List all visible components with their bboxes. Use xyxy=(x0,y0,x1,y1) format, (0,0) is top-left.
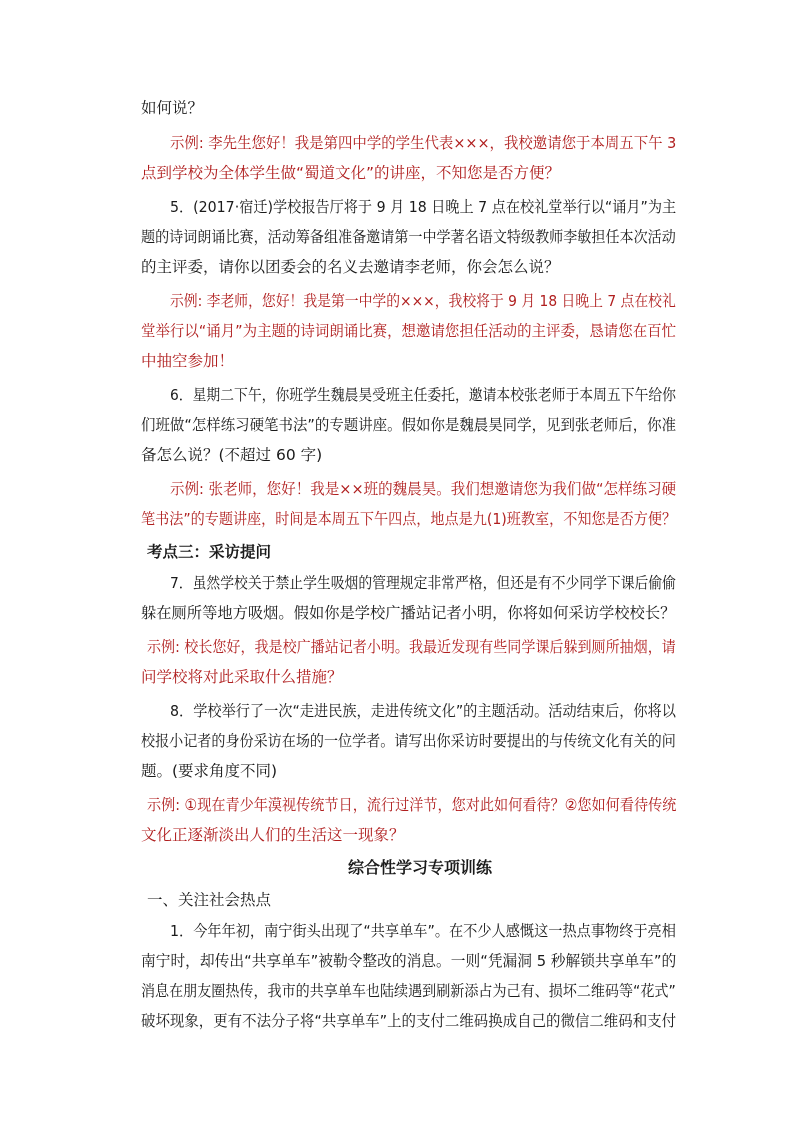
question-line: 消息在朋友圈热传，我市的共享单车也陆续遇到刷新添占为己有、损坏二维码等“花式” xyxy=(141,982,676,1000)
example-answer-line: 示例: 李先生您好！我是第四中学的学生代表×××，我校邀请您于本周五下午 3 xyxy=(170,134,677,152)
question-line: 南宁时，却传出“共享单车”被勒令整改的消息。一则“凭漏洞 5 秒解锁共享单车”的 xyxy=(141,952,677,970)
question-line: 7．虽然学校关于禁止学生吸烟的管理规定非常严格，但还是有不少同学下课后偷偷 xyxy=(170,574,676,592)
question-line: 题的诗词朗诵比赛，活动筹备组准备邀请第一中学著名语文特级教师李敏担任本次活动 xyxy=(141,228,676,246)
question-line: 备怎么说？(不超过 60 字) xyxy=(141,446,323,464)
page-title: 综合性学习专项训练 xyxy=(348,858,493,877)
example-answer-line: 点到学校为全体学生做“蜀道文化”的讲座，不知您是否方便？ xyxy=(141,164,561,182)
question-line: 躲在厕所等地方吸烟。假如你是学校广播站记者小明，你将如何采访学校校长？ xyxy=(141,604,676,622)
section-heading: 考点三：采访提问 xyxy=(147,543,272,561)
example-answer-line: 堂举行以“诵月”为主题的诗词朗诵比赛，想邀请您担任活动的主评委，恳请您在百忙 xyxy=(141,322,677,340)
example-answer-line: 示例: ①现在青少年漠视传统节日，流行过洋节，您对此如何看待？②您如何看待传统 xyxy=(147,796,677,814)
example-answer-line: 文化正逐渐淡出人们的生活这一现象？ xyxy=(141,826,405,844)
question-line: 5．(2017·宿迁)学校报告厅将于 9 月 18 日晚上 7 点在校礼堂举行以“诵月”为主 xyxy=(170,198,677,216)
example-answer-line: 示例: 李老师，您好！我是第一中学的×××，我校将于 9 月 18 日晚上 7 点在校礼 xyxy=(170,292,676,310)
question-line: 破坏现象，更有不法分子将“共享单车”上的支付二维码换成自己的微信二维码和支付 xyxy=(141,1012,677,1030)
example-answer-line: 示例: 张老师，您好！我是××班的魏晨昊。我们想邀请您为我们做“怎样练习硬 xyxy=(170,480,677,498)
question-line: 们班做“怎样练习硬笔书法”的专题讲座。假如你是魏晨昊同学，见到张老师后，你准 xyxy=(141,416,677,434)
section-heading: 一、关注社会热点 xyxy=(147,891,272,909)
question-line: 题。(要求角度不同) xyxy=(141,762,278,780)
example-answer-line: 示例: 校长您好，我是校广播站记者小明。我最近发现有些同学课后躲到厕所抽烟，请 xyxy=(147,638,676,656)
question-line: 1．今年年初，南宁街头出现了“共享单车”。在不少人感慨这一热点事物终于亮相 xyxy=(170,922,676,940)
question-line: 8．学校举行了一次“走进民族，走进传统文化”的主题活动。活动结束后，你将以 xyxy=(170,702,676,720)
text-line: 如何说？ xyxy=(141,99,204,117)
question-line: 6．星期二下午，你班学生魏晨昊受班主任委托，邀请本校张老师于本周五下午给你 xyxy=(170,386,676,404)
question-line: 的主评委，请你以团委会的名义去邀请李老师，你会怎么说？ xyxy=(141,258,560,276)
example-answer-line: 问学校将对此采取什么措施？ xyxy=(141,668,343,686)
example-answer-line: 笔书法”的专题讲座，时间是本周五下午四点，地点是九(1)班教室，不知您是否方便？ xyxy=(141,510,677,528)
question-line: 校报小记者的身份采访在场的一位学者。请写出你采访时要提出的与传统文化有关的问 xyxy=(141,732,676,750)
example-answer-line: 中抽空参加！ xyxy=(141,352,235,370)
